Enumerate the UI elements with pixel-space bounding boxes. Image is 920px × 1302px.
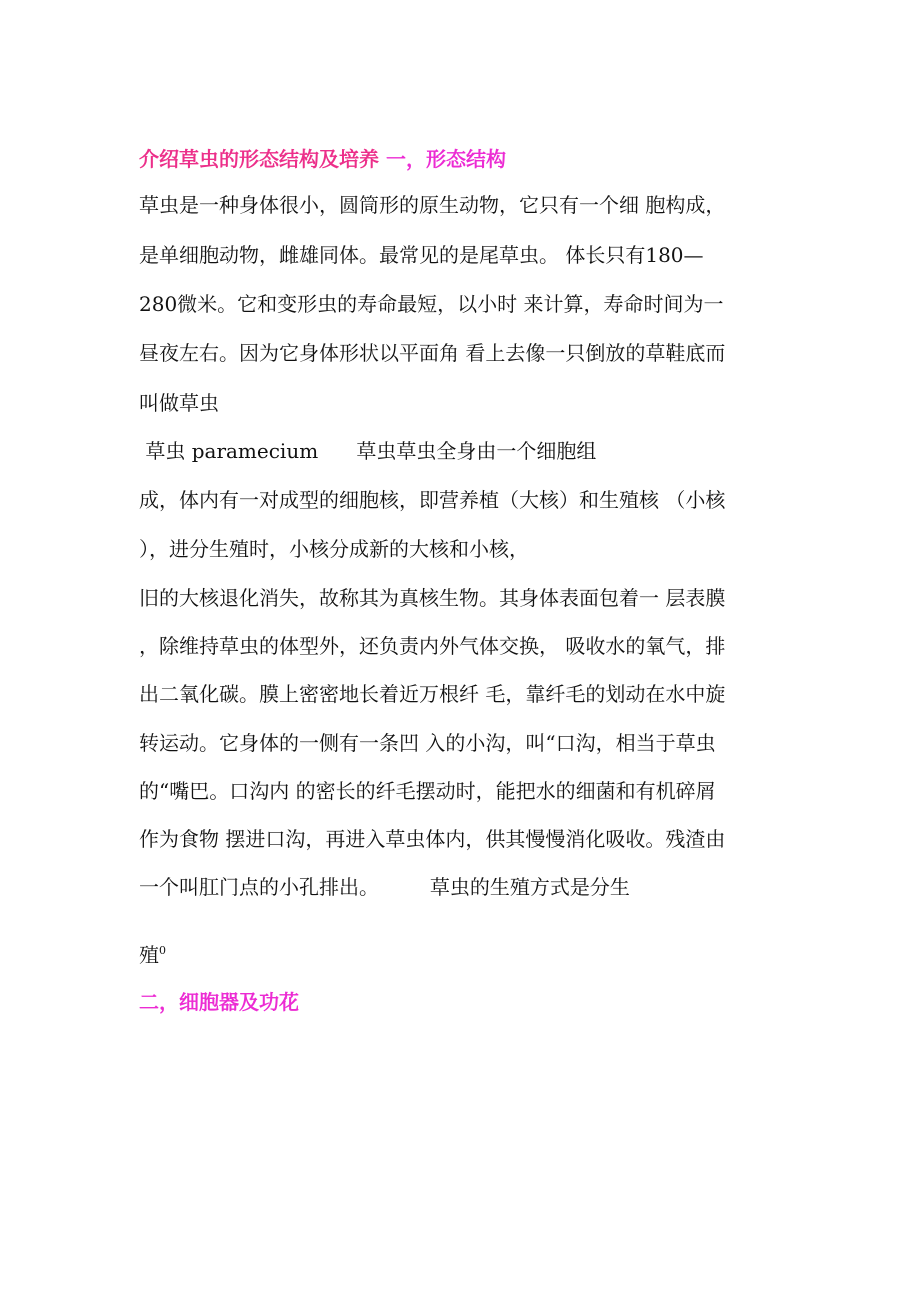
paragraph-line: 280微米。它和变形虫的寿命最短，以小时 来计算，寿命时间为一 (139, 292, 724, 316)
paragraph-line: 叫做草虫 (139, 391, 219, 415)
paragraph-line: 作为食物 摆进口沟，再进入草虫体内，供其慢慢消化吸收。残渣由 (139, 827, 726, 851)
paragraph-line: 一个叫肛门点的小孔排出。 草虫的生殖方式是分生 (139, 875, 630, 899)
title-text: 介绍草虫的形态结构及培养 (139, 147, 379, 171)
paragraph-line: 出二氧化碳。膜上密密地长着近万根纤 毛，靠纤毛的划动在水中旋 (139, 682, 726, 706)
paragraph-line: ，除维持草虫的体型外，还负责内外气体交换， 吸收水的氧气，排 (139, 634, 726, 658)
paragraph-line: 是单细胞动物，雌雄同体。最常见的是尾草虫。 体长只有180— (139, 243, 704, 267)
paragraph-line: 的“嘴巴。口沟内 的密长的纤毛摆动时，能把水的细菌和有机碎屑 (139, 779, 716, 803)
superscript-mark: 0 (159, 944, 166, 957)
section-heading-morphology (139, 145, 506, 173)
subtitle-text: 一，形态结构 (385, 147, 506, 171)
paragraph-line: ），进分生殖时，小核分成新的大核和小核， (139, 537, 529, 561)
paragraph-line: 转运动。它身体的一侧有一条凹 入的小沟，叫“口沟，相当于草虫 (139, 731, 716, 755)
paragraph-line: 草虫 paramecium 草虫草虫全身由一个细胞组 (139, 439, 597, 463)
trailing-text: 殖 (139, 943, 159, 967)
section-heading-organelles: 二，细胞器及功花 (139, 990, 299, 1014)
paragraph-trailing-line (139, 937, 166, 969)
paragraph-line: 草虫是一种身体很小，圆筒形的原生动物，它只有一个细 胞构成， (139, 193, 726, 217)
paragraph-line: 成，体内有一对成型的细胞核，即营养植（大核）和生殖核 （小核 (139, 488, 726, 512)
paragraph-line: 昼夜左右。因为它身体形状以平面角 看上去像一只倒放的草鞋底而 (139, 341, 726, 365)
paragraph-line: 旧的大核退化消失，故称其为真核生物。其身体表面包着一 层表膜 (139, 586, 726, 610)
